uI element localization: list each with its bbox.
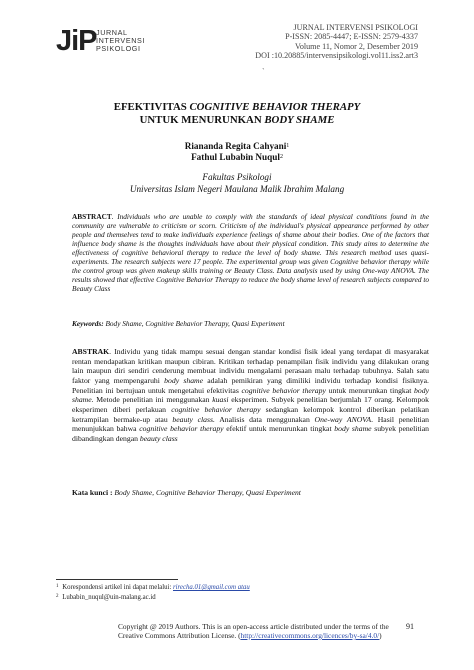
title-line1-italic: COGNITIVE BEHAVIOR THERAPY — [189, 101, 361, 113]
title-line1-prefix: EFEKTIVITAS — [113, 101, 190, 113]
footnote-marker: 1 — [56, 584, 59, 589]
abstrak-text: eksperimen. Subyek penelitian berjumlah 17 orang. Kelompok eksperimen diberi perlakuan — [72, 395, 429, 414]
abstrak-italic: body shame. — [72, 385, 429, 405]
abstrak-italic: body shame — [334, 424, 372, 434]
abstract-label: ABSTRACT — [72, 212, 112, 221]
kata-kunci-label: Kata kunci : — [72, 488, 113, 497]
abstrak-text: subyek penelitian dibandingkan dengan — [72, 424, 429, 443]
author-list — [0, 141, 474, 164]
logo-line: PSIKOLOGI — [96, 44, 141, 54]
affiliation — [0, 172, 474, 195]
logo-line: JURNAL — [96, 28, 128, 37]
footnote-marker: 2 — [56, 594, 59, 599]
abstrak-text: Metode penelitian ini menggunakan — [93, 395, 213, 405]
abstract-text: . Individuals who are unable to comply with the standards of ideal physical conditions found in the community are vulnerable to criticism or scorn. Criticism of the individual's physical appearance performed by other people and themselves tend to make individuals experience feelings of shame about their bodies. One of the factors that influence body shame is the thoughts individuals have about their physical condition. This study aims to determine the effectiveness of cognitive behavioral therapy to reduce the level of body shame. This research method uses quasi-experiments. The research subjects were 17 people. The experimental group was given Cognitive behavior therapy while the control group was given makeup skills training or Beauty Class. Data analysis used by using One-way ANOVA. The results showed that effective Cognitive Behavior Therapy to reduce the body shame level of research subjects compared to Beauty Class — [72, 212, 429, 293]
abstrak-text: efektif untuk menurunkan tingkat — [223, 424, 335, 434]
author-sup: 1 — [286, 143, 290, 149]
keywords-value: Body Shame, Cognitive Behavior Therapy, Quasi Experiment — [103, 319, 285, 328]
keywords-indonesian — [72, 488, 429, 497]
footnote-text: Lubabin_nuqul@uin-malang.ac.id — [60, 594, 156, 601]
abstrak-text: untuk menurunkan tingkat — [325, 385, 415, 395]
footnote-text: Korespondensi artikel ini dapat melalui: — [60, 584, 173, 591]
copyright-line: Copyright @ 2019 Authors. This is an open-access article distributed under the terms of the — [118, 622, 389, 631]
abstract-english — [72, 213, 429, 294]
abstrak-italic: cognitive behavior therapy — [171, 404, 261, 414]
kata-kunci-value: Body Shame, Cognitive Behavior Therapy, Quasi Experiment — [112, 488, 301, 497]
copyright-line: ) — [379, 631, 382, 640]
footnote-2 — [56, 593, 426, 602]
copyright-line: Creative Commons Attribution License. ( — [118, 631, 241, 640]
email-link[interactable]: rirecha.01@gmail.com atau — [173, 584, 250, 591]
abstrak-italic: One-way ANOVA — [314, 414, 372, 424]
keywords-label: Keywords: — [72, 319, 104, 328]
title-line2-italic: BODY SHAME — [264, 113, 335, 126]
title-line2-prefix: UNTUK MENURUNKAN — [139, 113, 265, 126]
abstrak-italic: kuasi — [212, 395, 229, 405]
copyright-notice — [118, 622, 418, 640]
keywords-english — [72, 319, 429, 328]
page-number: 91 — [406, 622, 414, 631]
article-title — [0, 101, 474, 126]
logo-line: INTERVENSI — [96, 36, 146, 46]
faculty: Fakultas Psikologi — [202, 172, 272, 182]
author — [0, 152, 474, 163]
journal-issn: P-ISSN: 2085-4447; E-ISSN: 2579-4337 — [285, 32, 418, 42]
abstrak-italic: beauty class — [139, 433, 178, 443]
university: Universitas Islam Negeri Maulana Malik Ibrahim Malang — [129, 183, 345, 194]
abstrak-italic: cognitive behavior therapy — [241, 385, 326, 395]
journal-header — [255, 23, 418, 61]
journal-volume: Volume 11, Nomor 2, Desember 2019 — [295, 41, 418, 51]
author — [0, 141, 474, 152]
author-sup: 2 — [279, 154, 283, 161]
author-name: Riananda Regita Cahyani — [184, 141, 287, 151]
abstrak-label: ABSTRAK — [72, 347, 110, 356]
abstrak-text: Analisis data menggunakan — [214, 414, 315, 424]
license-link[interactable]: http://creativecommons.org/licences/by-sa/4.0/ — [240, 631, 380, 640]
journal-logo — [56, 24, 166, 64]
abstrak-text: . Individu yang tidak mampu sesuai dengan standar kondisi fisik ideal yang terdapat di masyarakat rentan mendapatkan kritikan maupun cibiran. Kritikan terhadap penampilan fisik individu yang dilakukan orang lain maupun diri sendiri cenderung membuat individu mengalami perasaan malu terhadap tubuhnya. Salah satu faktor yang mempengaruhi — [72, 347, 429, 385]
abstrak-italic: beauty class. — [172, 414, 215, 424]
abstrak-text: sedangkan kelompok kontrol diberikan pelatikan ketrampilan bermake-up atau — [72, 404, 429, 424]
abstrak-text: adalah pemikiran yang dimiliki individu terhadap kondisi fisiknya. Penelitian ini bertujuan untuk mengetahui efektivitas — [72, 375, 429, 395]
abstrak-text: . Hasil penelitian menunjukkan bahwa — [72, 414, 430, 434]
footnote-1 — [56, 583, 426, 592]
journal-doi[interactable]: DOI :10.20885/intervensipsikologi.vol11.iss2.art3 — [255, 51, 418, 61]
abstrak-italic: body shame — [164, 375, 204, 385]
footnote-rule — [56, 579, 178, 580]
abstract-indonesian — [72, 347, 429, 444]
abstrak-italic: cognitive behavior therapy — [139, 424, 224, 434]
logo-mark: JiP — [56, 25, 97, 57]
author-name: Fathul Lubabin Nuqul — [191, 152, 280, 163]
journal-name: JURNAL INTERVENSI PSIKOLOGI — [293, 23, 418, 32]
stray-mark: ` — [262, 67, 265, 76]
logo-text — [96, 29, 145, 54]
